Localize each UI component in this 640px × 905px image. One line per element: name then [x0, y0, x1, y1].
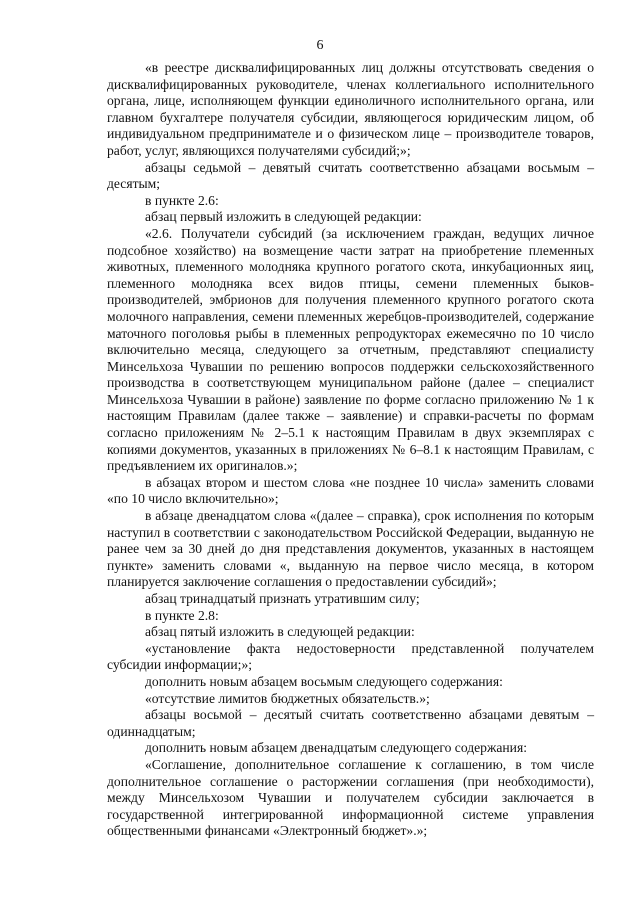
- paragraph: «установление факта недостоверности представленной получателем субсидии информации;»;: [107, 640, 594, 673]
- paragraph: в пункте 2.6:: [145, 192, 219, 208]
- paragraph: в абзаце двенадцатом слова «(далее – справка), срок исполнения по которым наступил в соответствии с законодательством Российской Федерации, выданную не ранее чем за 30 дней до дня представления документов, указанных в настоящем пункте» заменить словами «, выданную на первое число месяца, в котором планируется заключение соглашения о предоставлении субсидий»;: [107, 508, 594, 590]
- paragraph: дополнить новым абзацем восьмым следующего содержания:: [145, 673, 503, 689]
- paragraph: «в реестре дисквалифицированных лиц должны отсутствовать сведения о дисквалифицированных руководителе, членах коллегиального исполнительного органа, лице, исполняющем функции единоличного исполнительного органа, или главном бухгалтере получателя субсидии, являющегося юридическим лицом, об индивидуальном предпринимателе и о физическом лице – производителе товаров, работ, услуг, являющихся получателями субсидий;»;: [107, 60, 594, 158]
- paragraph: абзац тринадцатый признать утратившим силу;: [145, 591, 420, 606]
- page-number: 6: [316, 38, 324, 53]
- paragraph: абзац пятый изложить в следующей редакции:: [145, 624, 415, 640]
- paragraph: «2.6. Получатели субсидий (за исключением граждан, ведущих личное подсобное хозяйство) на возмещение части затрат на приобретение племенных животных, племенного молодняка крупного рогатого скота, инкубационных яиц, племенного молодняка всех видов птицы, семени племенных быков-производителей, эмбрионов для получения племенного крупного рогатого скота молочного направления, семени племенных жеребцов-производителей, содержание маточного поголовья рыбы в племенных репродукторах ежемесячно по 10 число включительно месяца, следующего за отчетным, представляют специалисту Минсельхоза Чувашии по решению вопросов поддержки сельскохозяйственного производства в соответствующем муниципальном районе (далее – специалист Минсельхоза Чувашии в районе) заявление по форме согласно приложению № 1 к настоящим Правилам (далее также – заявление) и справки-расчеты по формам согласно приложениям № 2–5.1 к настоящим Правилам в двух экземплярах с копиями документов, указанных в приложениях № 6–8.1 к настоящим Правилам, с предъявлением их оригиналов.»;: [107, 225, 594, 474]
- paragraph: в пункте 2.8:: [145, 607, 219, 623]
- paragraph: дополнить новым абзацем двенадцатым следующего содержания:: [145, 740, 527, 756]
- paragraph: абзацы восьмой – десятый считать соответственно абзацами девятым – одиннадцатым;: [107, 707, 594, 739]
- paragraph: в абзацах втором и шестом слова «не позднее 10 числа» заменить словами «по 10 число включительно»;: [107, 474, 594, 507]
- paragraph: «отсутствие лимитов бюджетных обязательств.»;: [145, 690, 430, 706]
- paragraph: абзац первый изложить в следующей редакции:: [145, 209, 422, 225]
- paragraph: абзацы седьмой – девятый считать соответственно абзацами восьмым – десятым;: [107, 159, 594, 192]
- paragraph: «Соглашение, дополнительное соглашение к соглашению, в том числе дополнительное соглашение о расторжении соглашения (при необходимости), между Минсельхозом Чувашии и получателем субсидии заключается в государственной интегрированной информационной системе управления общественными финансами «Электронный бюджет».»;: [107, 756, 594, 839]
- document-body: [107, 60, 594, 840]
